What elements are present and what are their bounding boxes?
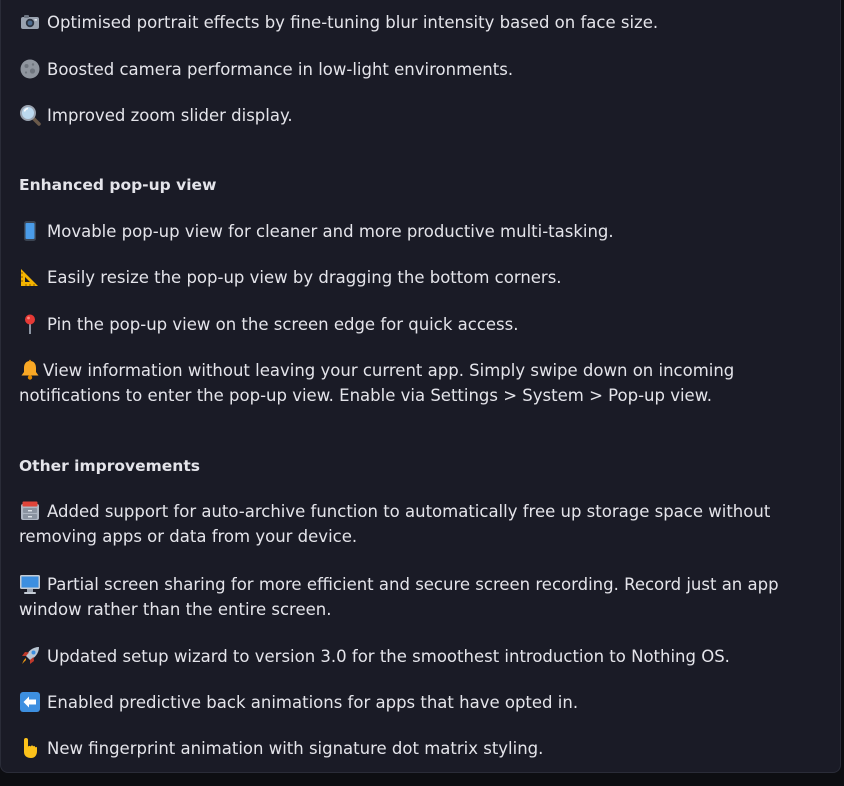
list-item <box>19 103 828 128</box>
list-item <box>19 57 828 82</box>
section-heading: Enhanced pop-up view <box>19 176 217 194</box>
desktop-computer-icon <box>19 573 41 595</box>
list-item <box>19 736 828 761</box>
rocket-icon <box>19 645 41 667</box>
list-item <box>19 358 780 408</box>
list-item <box>19 572 828 622</box>
list-item-text: Boosted camera performance in low-light environments. <box>47 60 514 79</box>
bell-icon <box>19 359 41 381</box>
list-item <box>19 265 828 290</box>
triangle-ruler-icon <box>19 266 41 288</box>
moon-icon <box>19 58 41 80</box>
list-item <box>19 499 828 549</box>
list-item-text: Pin the pop-up view on the screen edge for quick access. <box>47 315 519 334</box>
list-item <box>19 312 828 337</box>
list-item-text: Movable pop-up view for cleaner and more productive multi-tasking. <box>47 222 614 241</box>
list-item-text: Easily resize the pop-up view by dragging the bottom corners. <box>47 268 562 287</box>
left-arrow-icon <box>19 691 41 713</box>
list-item-text: Enabled predictive back animations for apps that have opted in. <box>47 693 579 712</box>
file-cabinet-icon <box>19 500 41 522</box>
list-item-text: Added support for auto-archive function to automatically free up storage space without removing apps or data from your device. <box>19 502 771 546</box>
camera-icon <box>19 11 41 33</box>
list-item <box>19 219 828 244</box>
list-item-text: View information without leaving your current app. Simply swipe down on incoming notifications to enter the pop-up view. Enable via Settings > System > Pop-up view. <box>19 361 735 405</box>
list-item-text: Optimised portrait effects by fine-tuning blur intensity based on face size. <box>47 13 659 32</box>
pushpin-icon <box>19 313 41 335</box>
pointing-up-icon <box>19 737 41 759</box>
section-heading: Other improvements <box>19 457 200 475</box>
list-item <box>19 690 828 715</box>
phone-icon <box>19 220 41 242</box>
list-item-text: New fingerprint animation with signature dot matrix styling. <box>47 739 544 758</box>
list-item-text: Updated setup wizard to version 3.0 for the smoothest introduction to Nothing OS. <box>47 647 730 666</box>
magnifier-icon <box>19 104 41 126</box>
list-item-text: Partial screen sharing for more efficient and secure screen recording. Record just an app window rather than the entire screen. <box>19 575 779 619</box>
list-item <box>19 10 828 35</box>
list-item-text: Improved zoom slider display. <box>47 106 293 125</box>
list-item <box>19 644 828 669</box>
